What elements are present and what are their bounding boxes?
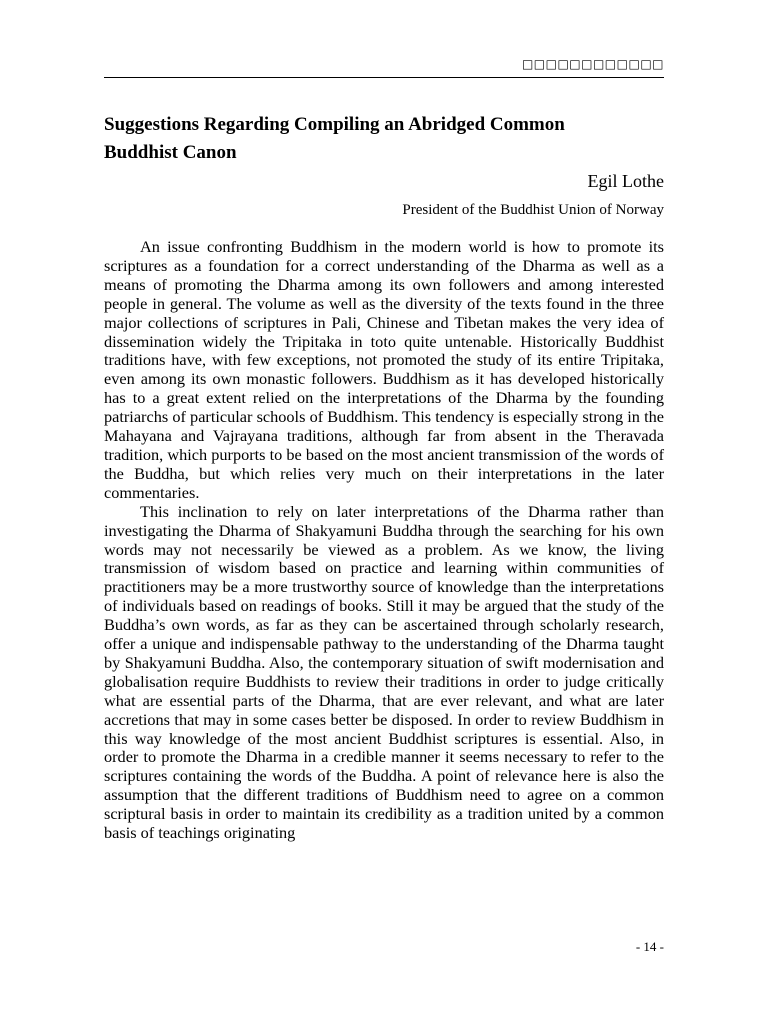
header-rule (104, 77, 664, 78)
page-number: - 14 - (635, 939, 664, 954)
body-paragraph-1: An issue confronting Buddhism in the modern world is how to promote its scriptures as a foundation for a correct understanding of the Dharma as well as a means of promoting the Dharma among its own followers and among interested people in general. The volume as well as the diversity of the texts found in the three major collections of scriptures in Pali, Chinese and Tibetan makes the very idea of dissemination widely the Tripitaka in toto quite untenable. Historically Buddhist traditions have, with few exceptions, not promoted the study of its entire Tripitaka, even among its own monastic followers. Buddhism as it has developed historically has to a great extent relied on the interpretations of the Dharma by the founding patriarchs of particular schools of Buddhism. This tendency is especially strong in the Mahayana and Vajrayana traditions, although far from absent in the Theravada tradition, which purports to be based on the most ancient transmission of the words of the Buddha, but which relies very much on their interpretations in the later commentaries. (104, 237, 664, 502)
article-title: Suggestions Regarding Compiling an Abridged Common Buddhist Canon (104, 114, 565, 163)
body-paragraph-2: This inclination to rely on later interpretations of the Dharma rather than investigating the Dharma of Shakyamuni Buddha through the searching for his own words may not necessarily be viewed as a problem. As we know, the living transmission of wisdom based on practice and learning within communities of practitioners may be a more trustworthy source of knowledge than the interpretations of individuals based on readings of books. Still it may be argued that the study of the Buddha’s own words, as far as they can be ascertained through scholarly research, offer a unique and indispensable pathway to the understanding of the Dharma taught by Shakyamuni Buddha. Also, the contemporary situation of swift modernisation and globalisation require Buddhists to review their traditions in order to judge critically what are essential parts of the Dharma, that are ever relevant, and what are later accretions that may in some cases better be disposed. In order to review Buddhism in this way knowledge of the most ancient Buddhist scriptures is essential. Also, in order to promote the Dharma in a credible manner it seems necessary to refer to the scriptures containing the words of the Buddha. A point of relevance here is also the assumption that the different traditions of Buddhism need to agree on a common scriptural basis in order to maintain its credibility as a tradition united by a common basis of teachings originating (104, 501, 664, 843)
author-affiliation: President of the Buddhist Union of Norway (402, 202, 664, 218)
article-body (104, 238, 664, 843)
document-page (104, 0, 664, 1024)
author-name: Egil Lothe (587, 171, 664, 191)
running-header: □□□□□□□□□□□□ (521, 57, 664, 71)
